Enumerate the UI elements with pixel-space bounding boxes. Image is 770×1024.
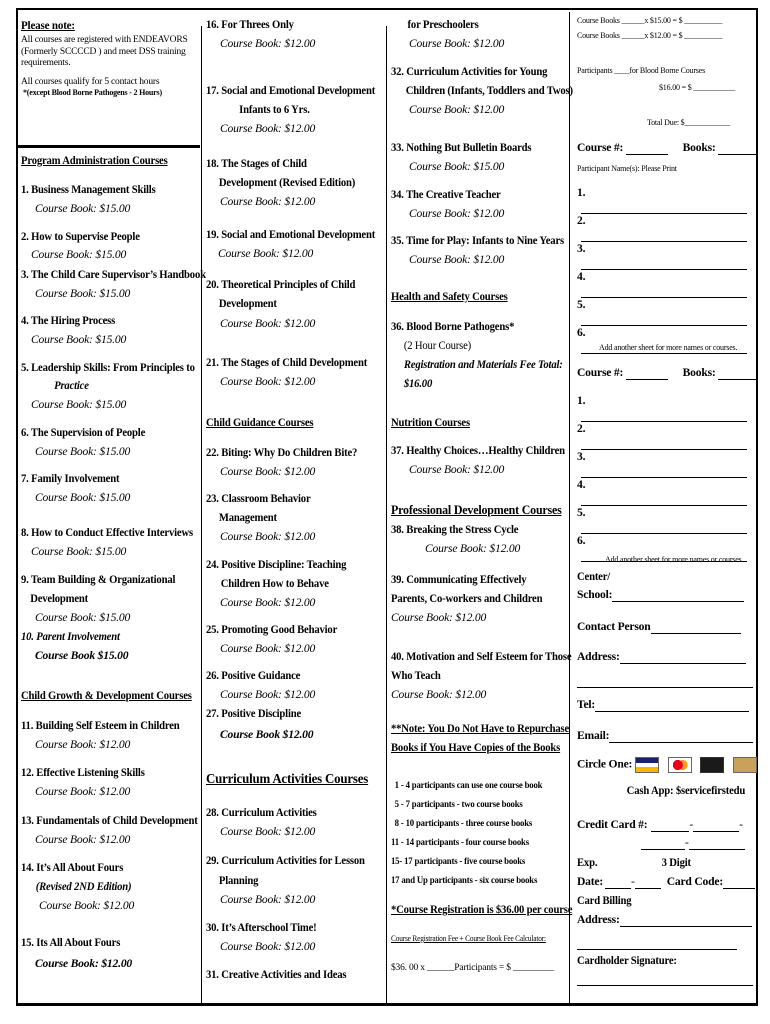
amex-card-icon[interactable]	[733, 757, 757, 773]
course-title: 35. Time for Play: Infants to Nine Years	[391, 234, 564, 247]
course-title: Children (Infants, Toddlers and Twos)	[405, 84, 573, 97]
course-book-price: Course Book: $12.00	[220, 37, 316, 50]
add-sheet-note: Add another sheet for more names or courses.	[605, 555, 744, 564]
course-title: 13. Fundamentals of Child Development	[21, 814, 198, 827]
course-books-row-1	[577, 141, 755, 155]
heading-health-safety: Health and Safety Courses	[391, 290, 508, 303]
course-title: 36. Blood Borne Pathogens*	[391, 320, 515, 333]
course-book-price: Course Book: $12.00	[35, 785, 131, 798]
course-title: 38. Breaking the Stress Cycle	[391, 523, 519, 536]
course-book-price: Course Book: $12.00	[218, 247, 314, 260]
contact-person-field[interactable]	[577, 620, 755, 634]
course-title: 31. Creative Activities and Ideas	[206, 968, 347, 981]
course-title: 39. Communicating Effectively	[391, 573, 527, 586]
cash-app-info: Cash App: $servicefirstedu	[626, 784, 746, 797]
course-book-price: Course Book: $15.00	[31, 248, 127, 261]
heading-nutrition: Nutrition Courses	[391, 416, 470, 429]
participant-names-label: Participant Name(s): Please Print	[577, 164, 677, 173]
course-book-price: Course Book $12.00	[220, 728, 314, 741]
credit-card-field-line-2[interactable]: -	[577, 836, 755, 850]
course-title: 22. Biting: Why Do Children Bite?	[206, 446, 358, 459]
course-book-price: Course Book $15.00	[35, 649, 129, 662]
course-title: 24. Positive Discipline: Teaching	[206, 558, 347, 571]
course-book-price: Course Book: $12.00	[425, 542, 521, 555]
course-title: Parents, Co-workers and Children	[391, 592, 543, 605]
heading-child-growth: Child Growth & Development Courses	[21, 689, 192, 702]
participant-tier: 5 - 7 participants - two course books	[394, 800, 523, 810]
participant-tier: 15- 17 participants - five course books	[391, 857, 526, 867]
course-title: 19. Social and Emotional Development	[206, 228, 376, 241]
course-title: 20. Theoretical Principles of Child	[206, 278, 356, 291]
heading-child-guidance: Child Guidance Courses	[206, 416, 314, 429]
participant-tier: 11 - 14 participants - four course books	[391, 838, 529, 848]
course-book-price: Course Book: $12.00	[220, 893, 316, 906]
course-book-price: Course Book: $12.00	[391, 688, 487, 701]
course-book-price: Course Book: $12.00	[220, 195, 316, 208]
address-line-2[interactable]	[577, 674, 755, 688]
course-book-price: Course Book: $12.00	[409, 253, 505, 266]
email-field[interactable]	[577, 729, 755, 743]
books-label: Books:	[682, 141, 716, 154]
line-number: 1.	[577, 394, 586, 407]
course-book-price: Course Book: $12.00	[409, 103, 505, 116]
course-title: 18. The Stages of Child	[206, 157, 307, 170]
participant-line[interactable]	[577, 186, 755, 214]
participant-line[interactable]	[577, 242, 755, 270]
column-divider	[386, 26, 387, 1006]
books-12-field[interactable]: Course Books ______x $12.00 = $ __________	[577, 31, 723, 40]
course-book-price: Course Book: $12.00	[35, 738, 131, 751]
card-type-select	[577, 757, 755, 773]
fee-calculator-field[interactable]: $36. 00 x ______Participants = $ _________	[391, 963, 554, 973]
exp-date-field[interactable]: Date: - Card Code:	[577, 875, 755, 889]
course-title: 28. Curriculum Activities	[206, 806, 317, 819]
please-note-box	[21, 18, 201, 98]
date-label: Date:	[577, 875, 604, 888]
note-line: All courses qualify for 5 contact hours	[21, 76, 160, 87]
course-book-price: Course Book: $12.00	[220, 122, 316, 135]
course-book-price: Course Book: $15.00	[31, 333, 127, 346]
blood-borne-participants-field[interactable]: Participants ____for Blood Borne Courses	[577, 66, 705, 75]
books-input[interactable]	[718, 379, 758, 380]
course-title: 7. Family Involvement	[21, 472, 120, 485]
billing-address-label: Address:	[577, 913, 620, 926]
course-title: 8. How to Conduct Effective Interviews	[21, 526, 193, 539]
blood-borne-amount-field[interactable]: $16.00 = $ ___________	[659, 83, 736, 92]
repurchase-note: **Note: You Do Not Have to Repurchase	[391, 722, 570, 735]
visa-card-icon[interactable]	[635, 757, 659, 773]
discover-card-icon[interactable]	[700, 757, 724, 773]
course-title: 6. The Supervision of People	[21, 426, 146, 439]
course-title: 33. Nothing But Bulletin Boards	[391, 141, 532, 154]
course-title: Development (Revised Edition)	[218, 176, 356, 189]
course-fee: Registration and Materials Fee Total:	[403, 358, 563, 371]
course-number-label: Course #:	[577, 366, 624, 379]
books-input[interactable]	[718, 154, 758, 155]
course-title: 27. Positive Discipline	[206, 707, 302, 720]
course-title: 12. Effective Listening Skills	[21, 766, 145, 779]
course-title: 1. Business Management Skills	[21, 183, 156, 196]
course-title: 9. Team Building & Organizational	[21, 573, 176, 586]
course-book-price: Course Book: $12.00	[220, 530, 316, 543]
course-title: 3. The Child Care Supervisor’s Handbook	[21, 268, 206, 281]
course-fee: $16.00	[403, 377, 433, 390]
course-book-price: Course Book: $12.00	[220, 317, 316, 330]
course-title: 25. Promoting Good Behavior	[206, 623, 338, 636]
course-title: Children How to Behave	[220, 577, 329, 590]
participant-tier: 17 and Up participants - six course books	[391, 876, 538, 886]
note-line: *(except Blood Borne Pathogens - 2 Hours)	[23, 87, 162, 97]
participant-line[interactable]	[577, 394, 755, 422]
course-book-price: Course Book: $12.00	[409, 37, 505, 50]
note-line: All courses are registered with ENDEAVORS	[21, 35, 188, 46]
books-label: Books:	[682, 366, 716, 379]
tel-label: Tel:	[577, 698, 596, 711]
course-title: 30. It’s Afterschool Time!	[206, 921, 317, 934]
add-sheet-note: Add another sheet for more names or courses.	[599, 343, 738, 352]
line-number: 4.	[577, 270, 586, 283]
line-number: 2.	[577, 214, 586, 227]
line-number: 3.	[577, 242, 586, 255]
note-line: (Formerly SCCCCD ) and meet DSS training	[21, 46, 186, 57]
course-book-price: Course Book: $12.00	[220, 375, 316, 388]
contact-person-label: Contact Person	[577, 620, 651, 633]
course-title: 29. Curriculum Activities for Lesson	[206, 854, 365, 867]
course-title: Development	[218, 297, 277, 310]
note-title: Please note:	[21, 18, 75, 32]
course-book-price: Course Book: $15.00	[409, 160, 505, 173]
course-title: 23. Classroom Behavior	[206, 492, 311, 505]
mastercard-icon[interactable]	[668, 757, 692, 773]
column-divider	[201, 26, 202, 1006]
total-due-field[interactable]: Total Due: $____________	[647, 118, 731, 127]
signature-field[interactable]	[577, 972, 755, 986]
course-title: 40. Motivation and Self Esteem for Those	[391, 650, 572, 663]
participant-tier: 1 - 4 participants can use one course book	[394, 781, 543, 791]
course-book-price: Course Book: $15.00	[35, 445, 131, 458]
course-book-price: Course Book: $12.00	[220, 825, 316, 838]
course-title: 14. It’s All About Fours	[21, 861, 124, 874]
course-books-row-2	[577, 366, 755, 380]
course-book-price: Course Book: $12.00	[220, 940, 316, 953]
course-edition: (Revised 2ND Edition)	[35, 880, 132, 893]
address-field[interactable]	[577, 650, 755, 664]
course-book-price: Course Book: $12.00	[35, 833, 131, 846]
course-title: 5. Leadership Skills: From Principles to	[21, 361, 195, 374]
course-title: 26. Positive Guidance	[206, 669, 301, 682]
course-title: Management	[218, 511, 277, 524]
exp-label: Exp.	[577, 856, 598, 869]
billing-address-field[interactable]	[577, 913, 755, 927]
course-book-price: Course Book: $15.00	[35, 287, 131, 300]
digit-label: 3 Digit	[661, 856, 691, 869]
participant-line[interactable]	[577, 214, 755, 242]
participant-line[interactable]	[577, 450, 755, 478]
course-title: for Preschoolers	[407, 18, 479, 31]
course-title: Who Teach	[391, 669, 441, 682]
course-title: 2. How to Supervise People	[21, 230, 140, 243]
billing-label: Card Billing	[577, 894, 632, 907]
signature-label: Cardholder Signature:	[577, 954, 677, 967]
course-book-price: Course Book: $15.00	[31, 398, 127, 411]
course-title: 4. The Hiring Process	[21, 314, 116, 327]
participant-line[interactable]	[577, 298, 755, 326]
course-number-input[interactable]	[626, 379, 668, 380]
center-label: Center/	[577, 570, 611, 583]
course-book-price: Course Book: $12.00	[391, 611, 487, 624]
course-book-price: Course Book: $15.00	[35, 611, 131, 624]
participant-line[interactable]	[577, 422, 755, 450]
center-field[interactable]	[577, 588, 755, 602]
course-title: 16. For Threes Only	[206, 18, 294, 31]
course-number-input[interactable]	[626, 154, 668, 155]
credit-card-field[interactable]: Credit Card #: - -	[577, 818, 743, 831]
line-number: 6.	[577, 534, 586, 547]
course-title: 11. Building Self Esteem in Children	[21, 719, 180, 732]
credit-card-label: Credit Card #:	[577, 818, 648, 831]
line-number: 4.	[577, 478, 586, 491]
heading-curriculum: Curriculum Activities Courses	[206, 772, 369, 787]
column-divider	[569, 12, 570, 1006]
course-title: Practice	[54, 379, 89, 392]
heading-program-administration: Program Administration Courses	[21, 154, 168, 167]
course-book-price: Course Book: $12.00	[39, 899, 135, 912]
course-book-price: Course Book: $15.00	[31, 545, 127, 558]
books-15-field[interactable]: Course Books ______x $15.00 = $ __________	[577, 16, 723, 25]
participant-line[interactable]	[577, 270, 755, 298]
registration-fee: *Course Registration is $36.00 per course	[391, 903, 573, 916]
course-hours: (2 Hour Course)	[403, 339, 472, 352]
line-number: 2.	[577, 422, 586, 435]
course-title: Planning	[218, 874, 259, 887]
line-number: 1.	[577, 186, 586, 199]
billing-address-line-2[interactable]	[577, 936, 755, 950]
course-title: 37. Healthy Choices…Healthy Children	[391, 444, 565, 457]
card-code-label: Card Code:	[666, 875, 724, 888]
course-title: 15. Its All About Fours	[21, 936, 121, 949]
course-book-price: Course Book: $12.00	[35, 957, 133, 970]
course-title: Infants to 6 Yrs.	[239, 103, 310, 116]
course-title: 32. Curriculum Activities for Young	[391, 65, 548, 78]
course-book-price: Course Book: $12.00	[409, 463, 505, 476]
center-school-label: School:	[577, 588, 613, 601]
line-number: 5.	[577, 298, 586, 311]
course-title: Development	[30, 592, 89, 605]
course-title: 21. The Stages of Child Development	[206, 356, 368, 369]
tel-field[interactable]	[577, 698, 755, 712]
note-line: requirements.	[21, 58, 71, 69]
course-book-price: Course Book: $15.00	[35, 202, 131, 215]
repurchase-note: Books if You Have Copies of the Books	[391, 741, 561, 754]
participant-line[interactable]	[577, 506, 755, 534]
course-number-label: Course #:	[577, 141, 624, 154]
divider	[16, 145, 200, 148]
line-number: 5.	[577, 506, 586, 519]
email-label: Email:	[577, 729, 610, 742]
line-number: 3.	[577, 450, 586, 463]
address-label: Address:	[577, 650, 620, 663]
course-book-price: Course Book: $12.00	[220, 465, 316, 478]
course-title: 34. The Creative Teacher	[391, 188, 501, 201]
course-book-price: Course Book: $12.00	[220, 688, 316, 701]
participant-line[interactable]	[577, 478, 755, 506]
course-book-price: Course Book: $15.00	[35, 491, 131, 504]
heading-professional-development: Professional Development Courses	[391, 502, 562, 517]
course-book-price: Course Book: $12.00	[220, 596, 316, 609]
course-book-price: Course Book: $12.00	[220, 642, 316, 655]
course-book-price: Course Book: $12.00	[409, 207, 505, 220]
line-number: 6.	[577, 326, 586, 339]
circle-one-label: Circle One:	[577, 757, 633, 771]
course-title: 17. Social and Emotional Development	[206, 84, 376, 97]
course-title: 10. Parent Involvement	[21, 630, 120, 643]
fee-calculator-label: Course Registration Fee + Course Book Fee Calculator:	[391, 934, 546, 943]
participant-tier: 8 - 10 participants - three course books	[394, 819, 533, 829]
